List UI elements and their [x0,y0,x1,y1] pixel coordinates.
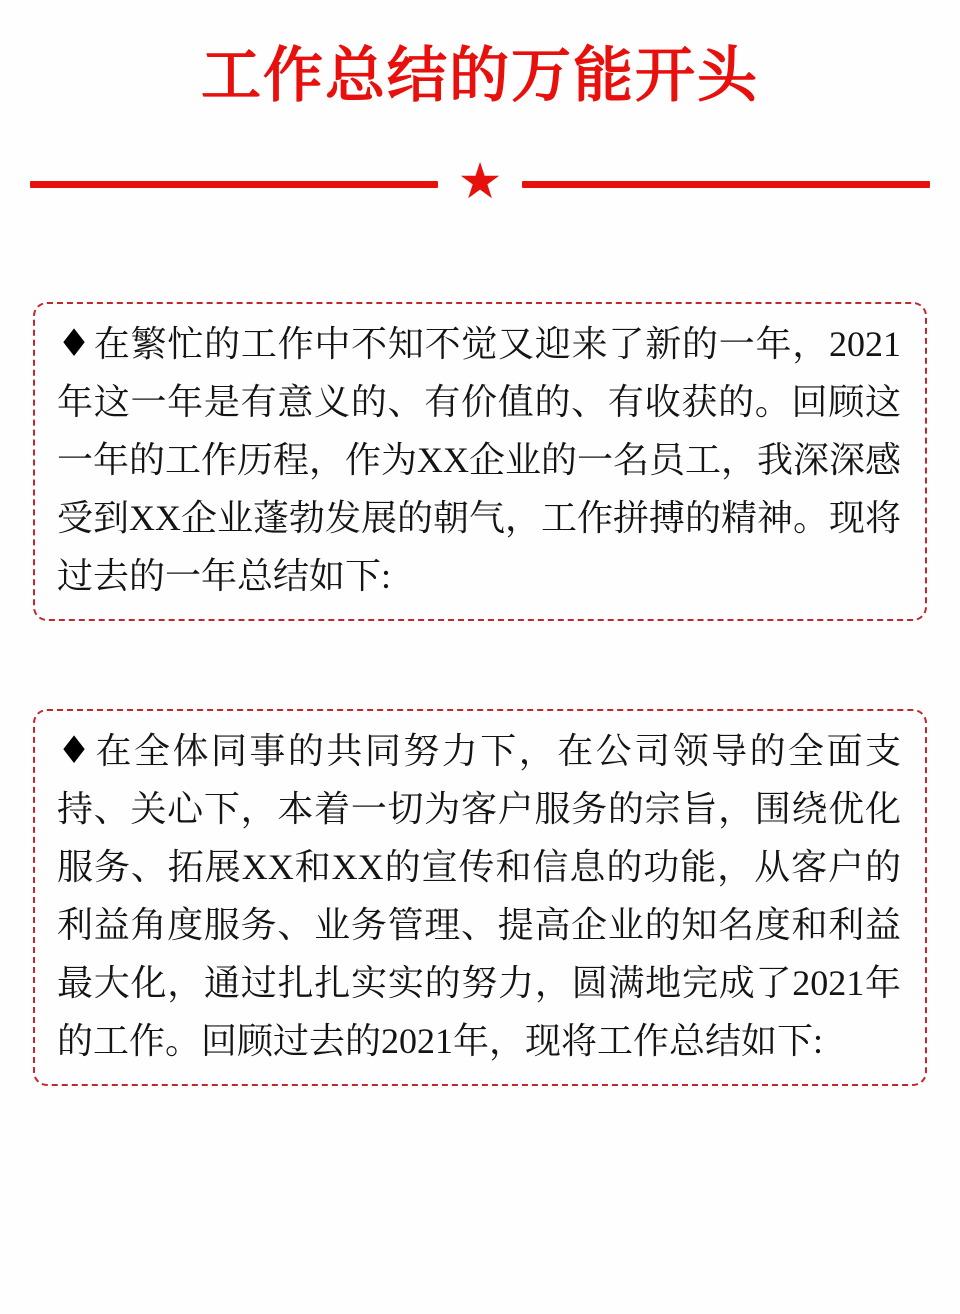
diamond-bullet-icon: ♦ [57,321,92,366]
work-summary-poster [0,34,960,1314]
divider [30,152,930,211]
diamond-bullet-icon: ♦ [57,728,94,773]
star-icon: ★ [457,152,503,211]
paragraph-text: 在繁忙的工作中不知不觉又迎来了新的一年，2021年这一年是有意义的、有价值的、有收获的。回顾这一年的工作历程，作为XX企业的一名员工，我深深感受到XX企业蓬勃发展的朝气，工作拼搏的精神。现将过去的一年总结如下: [57,324,901,597]
paragraph [57,314,901,605]
divider-line-right [522,181,930,188]
page-title: 工作总结的万能开头 [201,43,759,109]
opening-template-box-1 [33,302,927,621]
divider-line-left [30,181,438,188]
paragraph-text: 在全体同事的共同努力下，在公司领导的全面支持、关心下，本着一切为客户服务的宗旨，围绕优化服务、拓展XX和XX的宣传和信息的功能，从客户的利益角度服务、业务管理、提高企业的知名度和利益最大化，通过扎扎实实的努力，圆满地完成了2021年的工作。回顾过去的2021年，现将工作总结如下: [57,731,901,1062]
paragraph [57,721,901,1070]
opening-template-box-2 [33,709,927,1086]
